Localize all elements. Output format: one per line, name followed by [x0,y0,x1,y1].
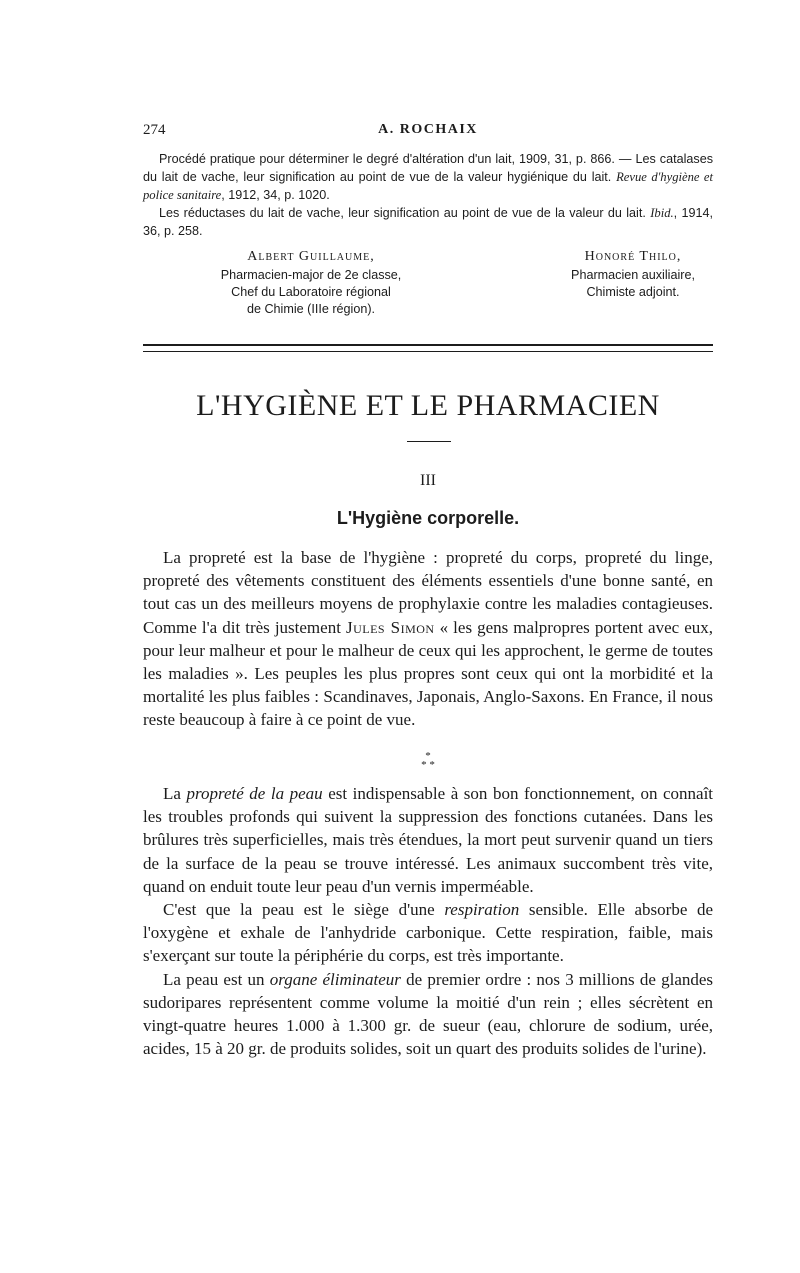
body-block-2 [143,782,713,1060]
paragraph [143,546,713,732]
paragraph-text: La propreté est la base de l'hygiène : propreté du corps, propreté du linge, propreté des vêtements constituent des éléments essentiels d'une bonne santé, en tout cas un des meilleurs moyens de prophylaxie contre les maladies contagieuses. Comme l'a dit très justement [143,548,713,637]
signature-line: Chef du Laboratoire régional [231,285,391,299]
paragraph [143,782,713,898]
running-head-author: A. ROCHAIX [378,122,478,137]
page [143,122,713,314]
reference-text: , 1912, 34, p. 1020. [221,188,330,202]
body-block-1 [143,546,713,732]
asterism-top: * [425,750,431,762]
reference-text: Procédé pratique pour déterminer le degré d'altération d'un lait, 1909, 31, p. 866. — Les catalases du lait de vache, leur signification au point de vue de la valeur hygiénique du lait. [143,152,713,184]
reference-paragraph-1 [143,150,713,204]
signature-line: Pharmacien-major de 2e classe, [220,268,402,282]
section-subtitle: L'Hygiène corporelle. [336,508,520,528]
article-title: L'HYGIÈNE ET LE PHARMACIEN [196,389,660,422]
signature-left [191,248,431,318]
title-rule [407,441,451,442]
paragraph [143,968,713,1061]
signature-name: Honoré Thilo, [584,249,682,264]
paragraph-text: de premier ordre : nos 3 millions de glandes sudoripares représentent comme volume la moitié d'un rein ; elles sécrètent en vingt-quatre heures 1.000 à 1.300 gr. de sueur (eau, chlorure de sodium, urée, acides, 15 à 20 gr. de produits solides, soit un quart des produits solides de l'urine). [143,969,714,1059]
running-head [143,122,713,144]
signature-line: de Chimie (IIIe région). [246,302,376,316]
paragraph [143,898,713,968]
signature-right [543,248,723,301]
paragraph-text: La [163,784,181,803]
reference-text: Les réductases du lait de vache, leur signification au point de vue de la valeur du lait. [159,206,646,220]
signature-line: Pharmacien auxiliaire, [571,268,695,282]
references [143,150,713,240]
paragraph-text: « les gens malpropres portent avec eux, pour leur malheur et pour le malheur de ceux qui les approchent, le germe de toutes les maladies ». Les peuples les plus propres sont ceux qui ont la morbidité et la mortalité les plus faibles : Scandinaves, Japonais, Anglo-Saxons. En France, il nous reste beaucoup à faire à ce point de vue. [143,617,713,730]
page-number: 274 [143,122,166,138]
emphasis: organe éliminateur [269,969,401,989]
paragraph-text: La peau est un [163,969,265,989]
section-divider [143,344,713,352]
reference-paragraph-2 [143,204,713,240]
signatures [143,248,713,314]
reference-text: , 1914, 36, p. 258. [143,206,714,238]
cited-name: Jules Simon [345,617,435,637]
asterism [143,752,713,770]
signature-line: Chimiste adjoint. [586,285,680,299]
section-number: III [420,472,436,489]
signature-name: Albert Guillaume, [247,249,375,264]
paragraph-text: C'est que la peau est le siège d'une [163,900,435,920]
emphasis: propreté de la peau [186,784,323,803]
asterism-bottom: * * [421,759,435,771]
reference-journal: Revue d'hygiène et police sanitaire [143,170,714,202]
reference-ibid: Ibid. [650,206,674,220]
paragraph-text: sensible. Elle absorbe de l'oxygène et exhale de l'anhydride carbonique. Cette respiration, faible, mais s'exerçant sur toute la périphérie du corps, est très importante. [143,900,714,966]
paragraph-text: est indispensable à son bon fonctionnement, on connaît les troubles profonds qui suivent la suppression des fonctions cutanées. Dans les brûlures très superficielles, mais très étendues, la mort peut survenir quand un tiers de la surface de la peau se trouve intéressé. Les animaux succombent très vite, quand on enduit toute leur peau d'un vernis imperméable. [143,784,714,896]
emphasis: respiration [444,900,520,920]
